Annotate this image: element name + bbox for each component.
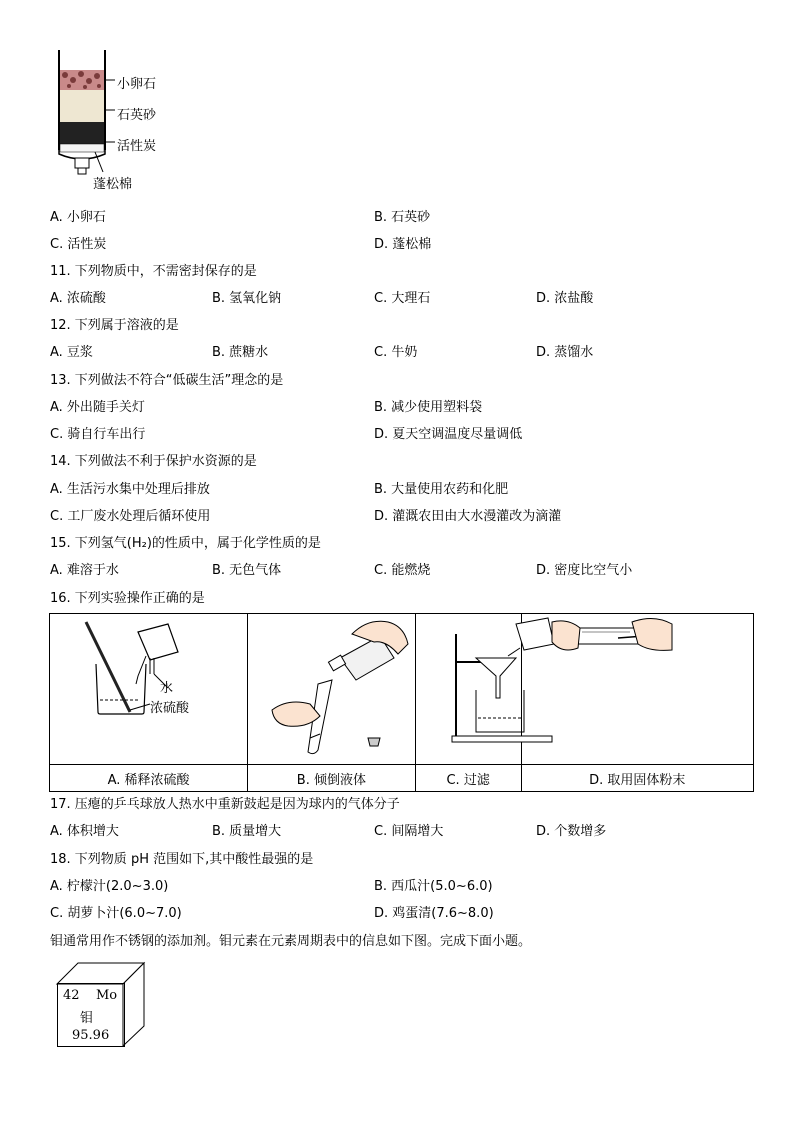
option[interactable]: B. 氢氧化钠 (212, 291, 282, 306)
option[interactable]: C. 工厂废水处理后循环使用 (50, 509, 211, 524)
option[interactable]: A. 豆浆 (50, 345, 93, 360)
option[interactable]: D. 灌溉农田由大水漫灌改为滴灌 (374, 509, 562, 524)
q18-options-row2 (50, 902, 750, 922)
caption-d[interactable]: D. 取用固体粉末 (521, 765, 753, 792)
question-stem: 15. 下列氢气(H₂)的性质中，属于化学性质的是 (50, 536, 321, 551)
lab-operations-table (49, 613, 754, 792)
atomic-mass: 95.96 (72, 1028, 110, 1043)
question-stem: 16. 下列实验操作正确的是 (50, 591, 205, 606)
question-stem: 12. 下列属于溶液的是 (50, 318, 179, 333)
option[interactable]: B. 蔗糖水 (212, 345, 269, 360)
question-stem: 11. 下列物质中，不需密封保存的是 (50, 264, 257, 279)
q15-options (50, 559, 750, 579)
figure-filtration (415, 614, 521, 765)
label-water: 水 (160, 681, 174, 696)
option[interactable]: A. 浓硫酸 (50, 291, 106, 306)
q13-options-row2 (50, 423, 750, 443)
option[interactable]: A. 小卵石 (50, 210, 106, 225)
q13-options-row1 (50, 396, 750, 416)
option[interactable]: B. 西瓜汁(5.0~6.0) (374, 879, 493, 894)
option[interactable]: D. 浓盐酸 (536, 291, 594, 306)
option[interactable]: B. 大量使用农药和化肥 (374, 482, 509, 497)
q14-options-row1 (50, 478, 750, 498)
question-stem: 14. 下列做法不利于保护水资源的是 (50, 454, 257, 469)
label-conc-sulfuric-acid: 浓硫酸 (150, 701, 190, 716)
molybdenum-intro: 钼通常用作不锈钢的添加剂。钼元素在元素周期表中的信息如下图。完成下面小题。 (50, 934, 532, 949)
option[interactable]: D. 蓬松棉 (374, 237, 432, 252)
option[interactable]: D. 密度比空气小 (536, 563, 633, 578)
option[interactable]: C. 牛奶 (374, 345, 418, 360)
option[interactable]: A. 体积增大 (50, 824, 119, 839)
caption-c[interactable]: C. 过滤 (415, 765, 521, 792)
q17-options (50, 820, 750, 840)
water-filter-figure (55, 50, 115, 190)
caption-b[interactable]: B. 倾倒液体 (248, 765, 416, 792)
label-cotton: 蓬松棉 (93, 177, 133, 192)
figure-solid-powder (521, 614, 753, 765)
label-pebbles: 小卵石 (117, 77, 157, 92)
figure-pour-liquid (248, 614, 416, 765)
option[interactable]: D. 个数增多 (536, 824, 607, 839)
q10-options-row2 (50, 233, 750, 253)
question-stem: 17. 压瘪的乒乓球放人热水中重新鼓起是因为球内的气体分子 (50, 797, 400, 812)
option[interactable]: B. 减少使用塑料袋 (374, 400, 483, 415)
label-quartz-sand: 石英砂 (117, 108, 157, 123)
q18-options-row1 (50, 875, 750, 895)
option[interactable]: C. 活性炭 (50, 237, 107, 252)
option[interactable]: A. 难溶于水 (50, 563, 119, 578)
option[interactable]: C. 大理石 (374, 291, 431, 306)
label-activated-carbon: 活性炭 (117, 139, 157, 154)
option[interactable]: B. 无色气体 (212, 563, 282, 578)
option[interactable]: D. 蒸馏水 (536, 345, 594, 360)
option[interactable]: C. 能燃烧 (374, 563, 431, 578)
element-symbol: Mo (96, 988, 118, 1003)
q11-options (50, 287, 750, 307)
caption-a[interactable]: A. 稀释浓硫酸 (50, 765, 248, 792)
option[interactable]: C. 骑自行车出行 (50, 427, 146, 442)
figure-dilute-acid (50, 614, 248, 765)
option[interactable]: C. 间隔增大 (374, 824, 444, 839)
option[interactable]: C. 胡萝卜汁(6.0~7.0) (50, 906, 182, 921)
q12-options (50, 341, 750, 361)
q14-options-row2 (50, 505, 750, 525)
element-card (57, 983, 125, 1047)
option[interactable]: D. 夏天空调温度尽量调低 (374, 427, 523, 442)
option[interactable]: A. 外出随手关灯 (50, 400, 145, 415)
option[interactable]: B. 石英砂 (374, 210, 431, 225)
option[interactable]: A. 柠檬汁(2.0~3.0) (50, 879, 169, 894)
option[interactable]: A. 生活污水集中处理后排放 (50, 482, 210, 497)
atomic-number: 42 (63, 988, 80, 1003)
element-name: 钼 (80, 1011, 94, 1026)
q10-options-row1 (50, 206, 750, 226)
option[interactable]: B. 质量增大 (212, 824, 282, 839)
question-stem: 13. 下列做法不符合“低碳生活”理念的是 (50, 373, 284, 388)
question-stem: 18. 下列物质 pH 范围如下,其中酸性最强的是 (50, 852, 314, 867)
option[interactable]: D. 鸡蛋清(7.6~8.0) (374, 906, 494, 921)
